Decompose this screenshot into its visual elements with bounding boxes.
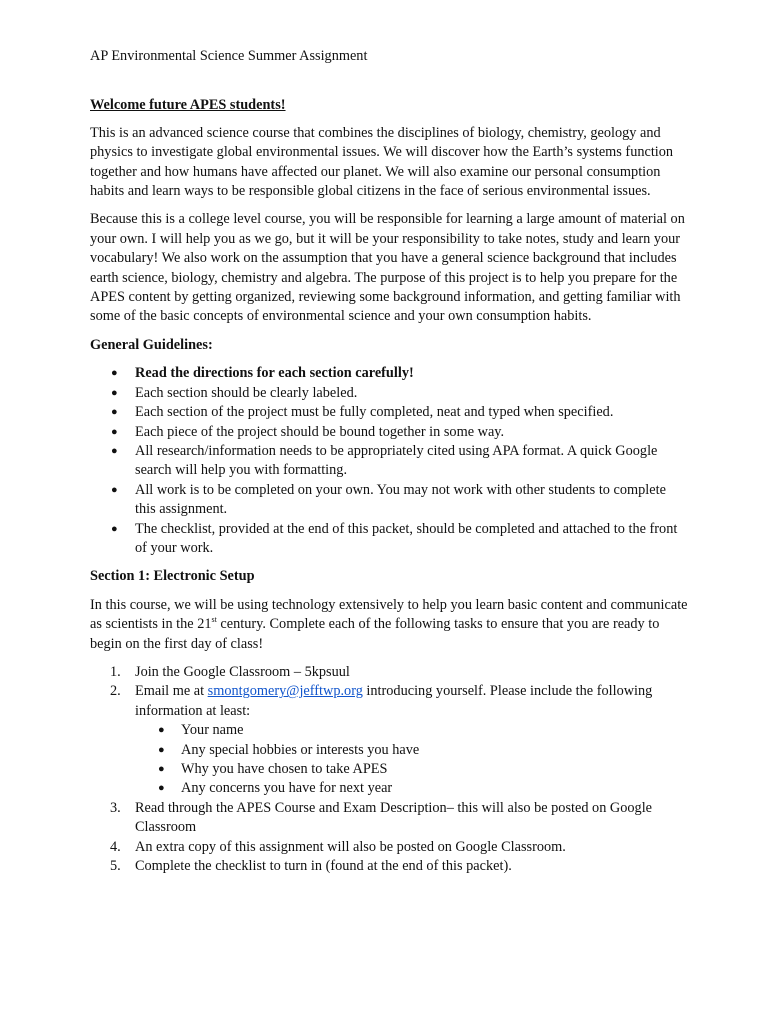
task-number: 3. — [110, 799, 121, 816]
task-text: Join the Google Classroom – 5kpsuul — [135, 663, 350, 680]
section1-intro — [90, 596, 690, 654]
task-item-5 — [90, 857, 690, 876]
guideline-item: ● The checklist, provided at the end of this packet, should be completed and attached to the front of your work. — [90, 520, 690, 559]
email-info-item: ● Your name — [135, 721, 690, 740]
welcome-title: Welcome future APES students! — [90, 97, 286, 114]
task-number: 2. — [110, 683, 121, 700]
task-text-before: Email me at — [135, 683, 208, 700]
guidelines-heading: General Guidelines: — [90, 336, 213, 353]
task-text: An extra copy of this assignment will also be posted on Google Classroom. — [135, 838, 566, 855]
email-info-item: ● Any special hobbies or interests you have — [135, 741, 690, 760]
email-info-list — [135, 721, 690, 799]
task-item-3 — [90, 799, 690, 838]
document-page — [90, 47, 690, 876]
guideline-item: ● Each section of the project must be fully completed, neat and typed when specified. — [90, 403, 690, 422]
task-text: Read through the APES Course and Exam Description– this will also be posted on Google Classroom — [135, 799, 653, 836]
section1-intro-before: In this course, we will be using technology extensively to help you learn basic content and communicate as scientists in the 21 — [90, 596, 688, 633]
task-item-4 — [90, 838, 690, 857]
guideline-item: ● All research/information needs to be appropriately cited using APA format. A quick Google search will help you with formatting. — [90, 442, 690, 481]
guideline-item: ● All work is to be completed on your own. You may not work with other students to complete this assignment. — [90, 481, 690, 520]
task-list — [90, 663, 690, 876]
email-link[interactable]: smontgomery@jefftwp.org — [207, 683, 363, 700]
task-text-after: introducing yourself. Please include the following information at least: — [135, 683, 653, 719]
intro-paragraph-2: Because this is a college level course, you will be responsible for learning a large amount of material on your own. I will help you as we go, but it will be your responsibility to take notes, study and learn your vocabulary! We also work on the assumption that you have a general science background that includes earth science, biology, chemistry and algebra. The purpose of this project is to help you prepare for the APES content by getting organized, reviewing some background information, and getting familiar with some of the basic concepts of environmental science and your own consumption habits. — [90, 211, 685, 325]
task-number: 5. — [110, 858, 121, 875]
email-info-item: ● Any concerns you have for next year — [135, 779, 690, 798]
task-number: 1. — [110, 663, 121, 680]
guideline-item: ● Read the directions for each section carefully! — [90, 364, 690, 383]
intro-paragraph-1: This is an advanced science course that combines the disciplines of biology, chemistry, geology and physics to investigate global environmental issues. We will discover how the Earth’s systems function together and how humans have affected our planet. We will also examine our personal consumption habits and learn ways to be responsible global citizens in the face of serious environmental issues. — [90, 124, 674, 200]
section1-heading: Section 1: Electronic Setup — [90, 568, 255, 585]
email-info-item: ● Why you have chosen to take APES — [135, 760, 690, 779]
ordinal-suffix: st — [211, 615, 217, 625]
guideline-item: ● Each piece of the project should be bound together in some way. — [90, 423, 690, 442]
guidelines-list — [90, 364, 690, 558]
task-item-1 — [90, 663, 690, 682]
task-text: Complete the checklist to turn in (found at the end of this packet). — [135, 858, 512, 875]
guideline-item: ● Each section should be clearly labeled. — [90, 384, 690, 403]
task-item-2 — [90, 682, 690, 798]
task-number: 4. — [110, 838, 121, 855]
section1-intro-after: century. Complete each of the following tasks to ensure that you are ready to begin on the first day of class! — [90, 616, 660, 652]
document-header: AP Environmental Science Summer Assignment — [90, 48, 368, 64]
